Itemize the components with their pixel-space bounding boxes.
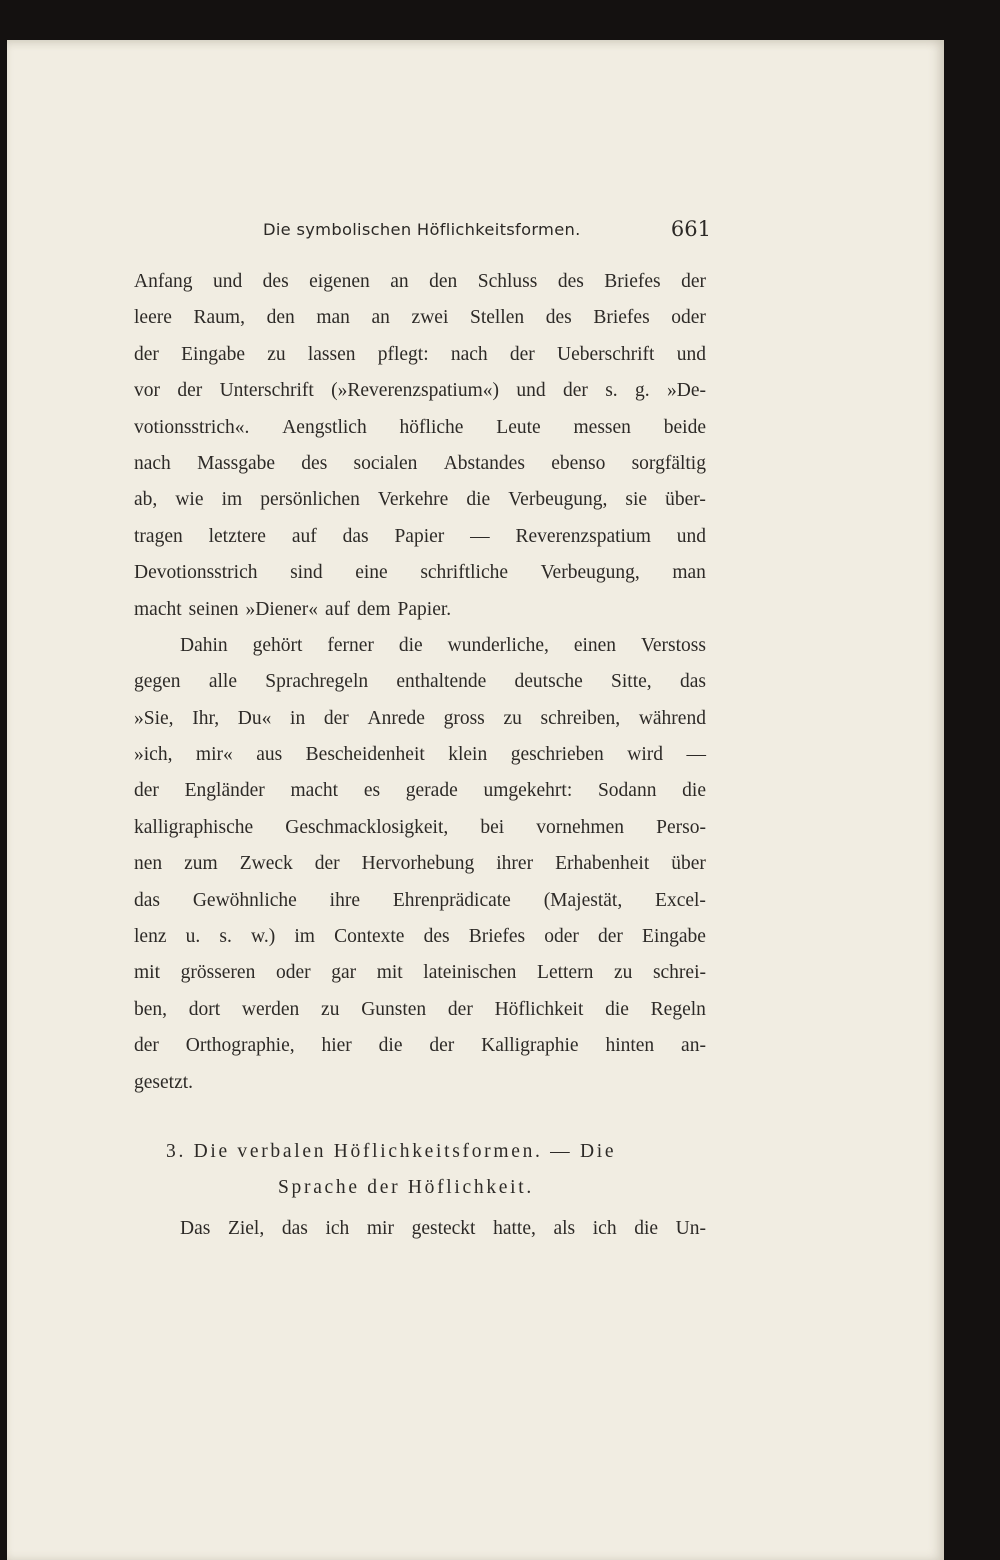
- word: werden: [241, 998, 300, 1020]
- text-line: [134, 773, 706, 809]
- word: bei: [480, 816, 505, 838]
- word: klein: [448, 744, 488, 766]
- word: Ueberschrift: [557, 343, 655, 365]
- word: macht: [290, 780, 339, 802]
- word: Höflichkeit: [494, 998, 584, 1020]
- text-line: [134, 1065, 706, 1101]
- word: lassen: [307, 343, 356, 365]
- running-head: Die symbolischen Höflichkeitsformen.: [263, 220, 581, 239]
- word: des: [262, 271, 289, 292]
- word: Gewöhnliche: [192, 889, 297, 911]
- word: der: [562, 380, 588, 402]
- word: sorgfältig: [631, 452, 706, 474]
- text-line: [134, 373, 706, 409]
- word: oder: [671, 307, 706, 329]
- text-line: [134, 955, 706, 991]
- word: Schluss: [477, 271, 538, 292]
- word: gesetzt.: [134, 1071, 194, 1093]
- word: pflegt:: [377, 343, 429, 365]
- word: sie: [625, 489, 648, 511]
- word: Ehrenprädicate: [392, 889, 511, 911]
- word: Papier.: [397, 598, 452, 620]
- word: s.: [605, 380, 618, 402]
- word: Das: [180, 1218, 211, 1239]
- word: vornehmen: [536, 816, 625, 838]
- word: lenz: [134, 926, 167, 948]
- word: einen: [573, 634, 617, 656]
- word: Dahin: [180, 634, 228, 656]
- word: votionsstrich«.: [134, 416, 250, 438]
- word: leere: [134, 307, 172, 329]
- word: letztere: [208, 525, 266, 547]
- section-heading: [134, 1134, 706, 1207]
- text-line: [134, 701, 706, 737]
- word: Ziel,: [227, 1218, 265, 1239]
- text-line: [134, 1028, 706, 1064]
- word: und: [676, 343, 706, 365]
- word: dem: [356, 598, 391, 620]
- word: an: [390, 271, 409, 292]
- word: schriftliche: [420, 562, 509, 584]
- word: Gunsten: [361, 998, 427, 1020]
- paragraph-2: [134, 628, 706, 1101]
- word: umgekehrt:: [483, 780, 573, 802]
- word: (»Reverenzspatium«): [331, 380, 500, 402]
- text-line: [134, 446, 706, 482]
- word: zu: [613, 962, 633, 984]
- word: Anrede: [367, 707, 425, 729]
- word: der: [134, 343, 159, 365]
- word: ab,: [134, 489, 158, 511]
- word: hier: [321, 1035, 352, 1057]
- word: Sodann: [597, 780, 657, 802]
- text-line: [134, 883, 706, 919]
- text-line: [134, 592, 706, 628]
- word: der: [681, 271, 706, 292]
- word: wird: [627, 744, 664, 766]
- word: Hervorhebung: [361, 853, 475, 875]
- word: alle: [208, 671, 237, 693]
- word: »ich,: [134, 744, 173, 766]
- word: der: [134, 780, 159, 802]
- word: die: [605, 998, 629, 1020]
- word: der: [598, 926, 623, 948]
- word: g.: [635, 380, 650, 402]
- word: Verkehre: [377, 489, 449, 511]
- word: (Majestät,: [543, 889, 623, 911]
- word: Regeln: [650, 998, 706, 1020]
- word: aus: [256, 744, 283, 766]
- word: Papier: [394, 525, 445, 547]
- word: ihrer: [496, 853, 534, 875]
- word: gerade: [405, 780, 458, 802]
- word: über-: [665, 489, 706, 511]
- word: in: [290, 707, 306, 729]
- word: die: [634, 1218, 659, 1239]
- word: der: [314, 853, 340, 875]
- word: geschrieben: [510, 744, 604, 766]
- word: —: [686, 744, 706, 766]
- word: Zweck: [239, 853, 293, 875]
- word: als: [553, 1218, 576, 1239]
- word: lateinischen: [423, 962, 517, 984]
- word: Unterschrift: [219, 380, 314, 402]
- word: auf: [291, 525, 317, 547]
- word: nen: [134, 853, 163, 875]
- word: des: [557, 271, 584, 292]
- word: Sitte,: [611, 671, 652, 693]
- text-line: [134, 519, 706, 555]
- word: deutsche: [514, 671, 583, 693]
- word: das: [281, 1218, 308, 1239]
- word: eine: [355, 562, 388, 584]
- word: Bescheidenheit: [305, 744, 425, 766]
- word: persönlichen: [260, 489, 360, 511]
- main-text: [134, 264, 706, 1101]
- section-heading-line-2: Sprache der Höflichkeit.: [278, 1177, 534, 1199]
- text-line: [134, 555, 706, 591]
- word: Aengstlich: [282, 416, 367, 438]
- word: Orthographie,: [185, 1035, 295, 1057]
- word: macht: [134, 598, 182, 620]
- word: wie: [175, 489, 204, 511]
- word: zu: [267, 343, 286, 365]
- word: die: [466, 489, 491, 511]
- word: Kalligraphie: [481, 1035, 579, 1057]
- word: u.: [185, 926, 201, 948]
- word: zum: [184, 853, 218, 875]
- word: zu: [503, 707, 522, 729]
- word: Anfang: [134, 271, 193, 292]
- word: Verstoss: [640, 634, 706, 656]
- page-header: [261, 218, 711, 242]
- word: und: [516, 380, 546, 402]
- word: gross: [443, 707, 485, 729]
- word: zu: [321, 998, 340, 1020]
- word: im: [294, 926, 315, 948]
- text-line: [134, 846, 706, 882]
- word: wunderliche,: [447, 634, 549, 656]
- word: der: [447, 998, 473, 1020]
- word: an: [371, 307, 390, 329]
- text-line: [134, 992, 706, 1028]
- word: gesteckt: [411, 1218, 476, 1239]
- word: Contexte: [334, 926, 405, 948]
- word: des: [545, 307, 572, 329]
- word: man: [316, 307, 350, 329]
- word: dort: [188, 998, 221, 1020]
- word: der: [509, 343, 535, 365]
- word: oder: [275, 962, 311, 984]
- word: im: [221, 489, 243, 511]
- word: hinten: [605, 1035, 655, 1057]
- word: Lettern: [537, 962, 594, 984]
- word: während: [638, 707, 706, 729]
- word: und: [676, 525, 706, 547]
- word: es: [363, 780, 381, 802]
- text-line: [134, 264, 706, 300]
- word: nach: [450, 343, 488, 365]
- word: Du«: [237, 707, 272, 729]
- word: Briefes: [593, 307, 650, 329]
- word: gar: [331, 962, 357, 984]
- text-line: [134, 628, 706, 664]
- word: Briefes: [604, 271, 661, 292]
- word: Eingabe: [642, 926, 706, 948]
- word: den: [266, 307, 295, 329]
- word: hatte,: [493, 1218, 536, 1239]
- word: des: [301, 452, 328, 474]
- word: enthaltende: [396, 671, 487, 693]
- word: Excel-: [655, 889, 706, 911]
- word: und: [212, 271, 243, 292]
- word: das: [679, 671, 706, 693]
- word: mit: [376, 962, 403, 984]
- word: an-: [681, 1035, 706, 1057]
- word: ich: [592, 1218, 617, 1239]
- text-line: [134, 482, 706, 518]
- word: mir«: [195, 744, 233, 766]
- word: sind: [290, 562, 323, 584]
- word: ebenso: [551, 452, 606, 474]
- word: Verbeugung,: [540, 562, 640, 584]
- word: Reverenzspatium: [515, 525, 651, 547]
- word: ihre: [329, 889, 360, 911]
- word: den: [429, 271, 458, 292]
- word: das: [342, 525, 369, 547]
- word: Erhabenheit: [555, 853, 650, 875]
- word: der: [134, 1035, 159, 1057]
- paragraph-3: [134, 1211, 706, 1247]
- word: Abstandes: [443, 452, 525, 474]
- text-line: [134, 664, 706, 700]
- word: der: [177, 380, 203, 402]
- word: Massgabe: [197, 452, 276, 474]
- word: Geschmacklosigkeit,: [285, 816, 449, 838]
- text-line: [134, 300, 706, 336]
- text-line: [134, 1211, 706, 1247]
- word: mit: [134, 962, 161, 984]
- word: Eingabe: [181, 343, 246, 365]
- word: höfliche: [399, 416, 464, 438]
- word: Leute: [496, 416, 541, 438]
- word: schrei-: [652, 962, 706, 984]
- word: zwei: [411, 307, 449, 329]
- word: die: [378, 1035, 403, 1057]
- text-line: [134, 410, 706, 446]
- page-number: 661: [670, 217, 711, 241]
- word: die: [682, 780, 706, 802]
- word: man: [672, 562, 706, 584]
- word: Devotionsstrich: [134, 562, 258, 584]
- word: mir: [366, 1218, 394, 1239]
- word: Perso-: [656, 816, 706, 838]
- text-line: [134, 337, 706, 373]
- word: Ihr,: [192, 707, 220, 729]
- word: der: [323, 707, 349, 729]
- word: gegen: [134, 671, 181, 693]
- word: Un-: [675, 1218, 706, 1239]
- word: beide: [663, 416, 706, 438]
- text-line: [134, 919, 706, 955]
- text-line: [134, 810, 706, 846]
- word: vor: [134, 380, 160, 402]
- word: die: [398, 634, 423, 656]
- word: s.: [219, 926, 232, 948]
- word: Verbeugung,: [508, 489, 608, 511]
- section-heading-line-1: 3. Die verbalen Höflichkeitsformen. — Die: [166, 1141, 617, 1162]
- word: gehört: [252, 634, 303, 656]
- word: das: [134, 889, 160, 911]
- word: seinen: [188, 598, 239, 620]
- word: —: [470, 525, 490, 547]
- word: Sprachregeln: [265, 671, 369, 693]
- paragraph-1: [134, 264, 706, 628]
- word: Briefes: [468, 926, 526, 948]
- word: über: [671, 853, 706, 875]
- word: socialen: [353, 452, 418, 474]
- word: Engländer: [184, 780, 265, 802]
- word: ich: [325, 1218, 350, 1239]
- word: Raum,: [193, 307, 245, 329]
- word: ferner: [327, 634, 374, 656]
- word: kalligraphische: [134, 816, 254, 838]
- word: Stellen: [469, 307, 525, 329]
- text-line: [134, 737, 706, 773]
- word: nach: [134, 452, 171, 474]
- word: »Sie,: [134, 707, 174, 729]
- word: eigenen: [309, 271, 370, 292]
- word: grösseren: [180, 962, 256, 984]
- word: tragen: [134, 525, 183, 547]
- word: ben,: [134, 998, 168, 1020]
- word: schreiben,: [540, 707, 621, 729]
- word: oder: [544, 926, 579, 948]
- word: »Diener«: [245, 598, 319, 620]
- word: der: [429, 1035, 455, 1057]
- word: w.): [251, 926, 276, 948]
- word: des: [423, 926, 450, 948]
- word: messen: [573, 416, 631, 438]
- word: »De-: [666, 380, 706, 402]
- word: auf: [325, 598, 350, 620]
